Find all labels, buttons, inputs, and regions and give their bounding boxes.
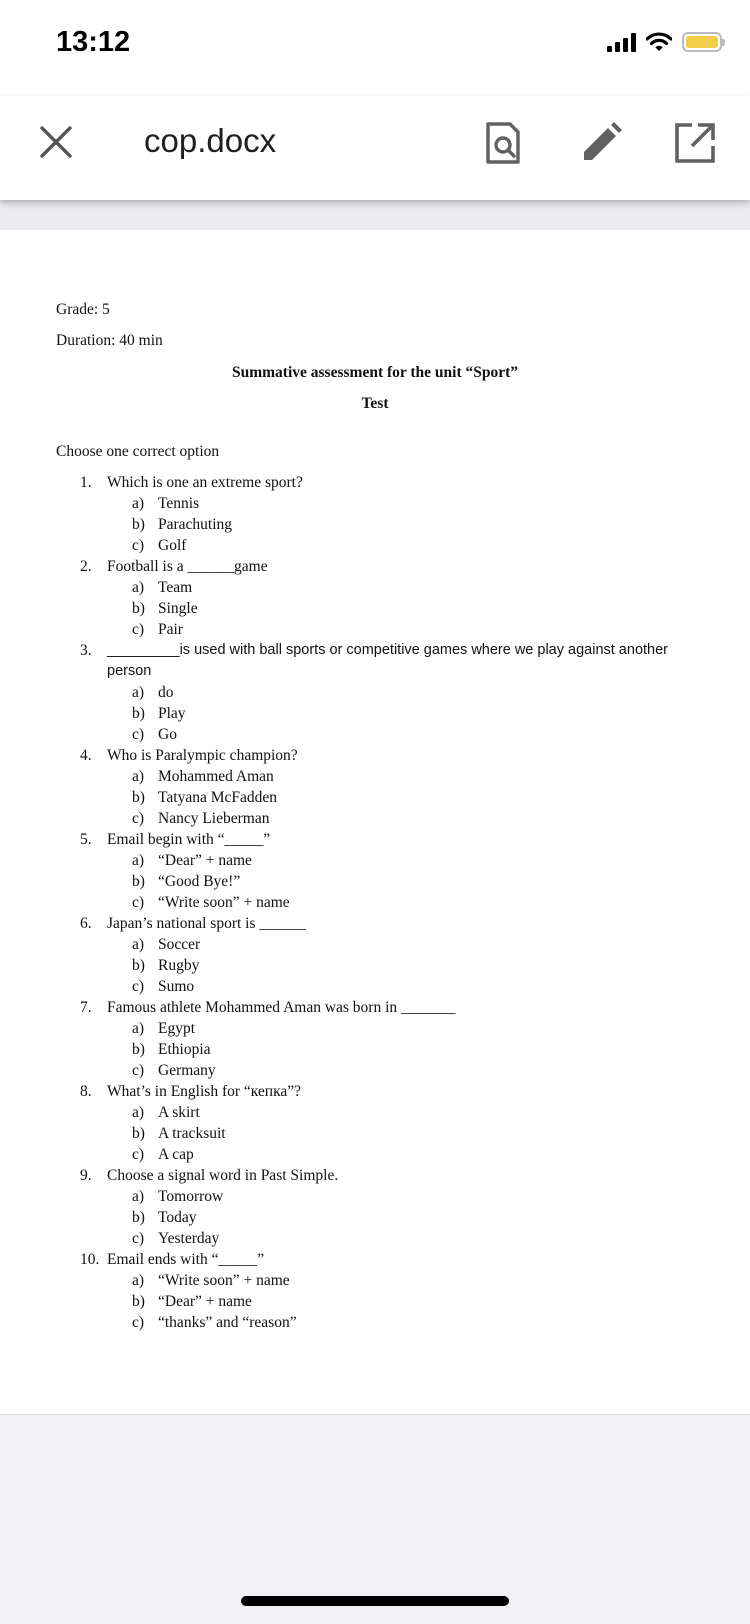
- answer-option: [132, 1228, 730, 1249]
- option-list: [132, 493, 730, 556]
- option-text: Yesterday: [158, 1230, 220, 1247]
- answer-option: [132, 514, 730, 535]
- answer-option: [132, 703, 730, 724]
- option-text: “Dear” + name: [158, 1293, 252, 1310]
- answer-option: [132, 1102, 730, 1123]
- answer-option: [132, 1123, 730, 1144]
- question-item: [80, 472, 730, 556]
- option-list: [132, 1018, 730, 1081]
- open-external-icon[interactable]: [672, 120, 718, 166]
- answer-option: [132, 1060, 730, 1081]
- answer-option: [132, 535, 730, 556]
- question-number: 7.: [80, 999, 92, 1016]
- option-text: “Write soon” + name: [158, 894, 290, 911]
- option-letter: c): [132, 1230, 145, 1247]
- question-text: Famous athlete Mohammed Aman was born in _______: [107, 999, 456, 1016]
- question-item: [80, 556, 730, 640]
- status-time: 13:12: [56, 26, 131, 58]
- question-number: 4.: [80, 747, 92, 764]
- answer-option: [132, 787, 730, 808]
- answer-option: [132, 1039, 730, 1060]
- question-row: [80, 556, 730, 577]
- option-list: [132, 850, 730, 913]
- answer-option: [132, 766, 730, 787]
- answer-option: [132, 682, 730, 703]
- option-letter: b): [132, 873, 145, 890]
- option-text: Pair: [158, 621, 183, 638]
- question-text: Who is Paralympic champion?: [107, 747, 298, 764]
- question-row: [80, 472, 730, 493]
- option-letter: b): [132, 1041, 145, 1058]
- answer-option: [132, 955, 730, 976]
- question-text: _________is used with ball sports or competitive games where we play against another: [107, 642, 668, 658]
- question-row: [80, 745, 730, 766]
- option-text: “thanks” and “reason”: [158, 1314, 297, 1331]
- option-text: Mohammed Aman: [158, 768, 274, 785]
- option-letter: c): [132, 537, 145, 554]
- grade-line: Grade: 5: [56, 301, 110, 318]
- find-in-page-icon[interactable]: [480, 120, 526, 166]
- question-item: [80, 745, 730, 829]
- option-letter: b): [132, 789, 145, 806]
- answer-option: [132, 1312, 730, 1333]
- option-text: Ethiopia: [158, 1041, 211, 1058]
- question-row: [80, 1249, 730, 1270]
- question-text: Japan’s national sport is ______: [107, 915, 306, 932]
- option-letter: b): [132, 516, 145, 533]
- option-text: Golf: [158, 537, 187, 554]
- option-letter: b): [132, 957, 145, 974]
- instruction-text: Choose one correct option: [56, 443, 220, 460]
- home-indicator[interactable]: [241, 1596, 509, 1606]
- question-text-continuation: person: [107, 663, 152, 679]
- question-item: [80, 829, 730, 913]
- answer-option: [132, 577, 730, 598]
- question-row: [80, 913, 730, 934]
- option-letter: a): [132, 1272, 145, 1289]
- answer-option: [132, 976, 730, 997]
- question-number: 6.: [80, 915, 92, 932]
- question-text: Choose a signal word in Past Simple.: [107, 1167, 339, 1184]
- question-item: [80, 1249, 730, 1333]
- answer-option: [132, 1291, 730, 1312]
- status-icons: [607, 32, 722, 52]
- option-list: [132, 1270, 730, 1333]
- option-text: Go: [158, 726, 177, 743]
- option-text: Tatyana McFadden: [158, 789, 277, 806]
- option-letter: c): [132, 1062, 145, 1079]
- option-list: [132, 766, 730, 829]
- question-list: [80, 472, 730, 1333]
- option-text: Rugby: [158, 957, 200, 974]
- option-letter: c): [132, 621, 145, 638]
- option-letter: a): [132, 1104, 145, 1121]
- option-text: Germany: [158, 1062, 216, 1079]
- option-letter: a): [132, 1020, 145, 1037]
- option-letter: a): [132, 768, 145, 785]
- option-letter: c): [132, 726, 145, 743]
- option-letter: b): [132, 600, 145, 617]
- option-text: Single: [158, 600, 198, 617]
- status-bar: [0, 0, 750, 96]
- option-list: [132, 682, 730, 745]
- option-letter: c): [132, 894, 145, 911]
- option-letter: c): [132, 810, 145, 827]
- option-text: Today: [158, 1209, 197, 1226]
- option-letter: b): [132, 1293, 145, 1310]
- answer-option: [132, 1186, 730, 1207]
- option-text: Sumo: [158, 978, 195, 995]
- answer-option: [132, 850, 730, 871]
- question-item: [80, 1165, 730, 1249]
- option-letter: b): [132, 705, 145, 722]
- option-text: Soccer: [158, 936, 201, 953]
- option-letter: c): [132, 978, 145, 995]
- question-item: [80, 1081, 730, 1165]
- question-text: Which is one an extreme sport?: [107, 474, 303, 491]
- option-text: A skirt: [158, 1104, 200, 1121]
- question-row: [80, 640, 730, 661]
- answer-option: [132, 892, 730, 913]
- option-text: Nancy Lieberman: [158, 810, 270, 827]
- answer-option: [132, 871, 730, 892]
- close-icon[interactable]: [34, 120, 78, 164]
- option-letter: a): [132, 852, 145, 869]
- question-row: [80, 1081, 730, 1102]
- document-gap: [0, 200, 750, 230]
- question-number: 9.: [80, 1167, 92, 1184]
- option-list: [132, 934, 730, 997]
- question-number: 3.: [80, 642, 92, 659]
- battery-icon: [682, 32, 722, 52]
- question-item: [80, 913, 730, 997]
- option-letter: b): [132, 1125, 145, 1142]
- answer-option: [132, 808, 730, 829]
- answer-option: [132, 1207, 730, 1228]
- option-list: [132, 577, 730, 640]
- option-text: Egypt: [158, 1020, 196, 1037]
- question-item: [80, 640, 730, 745]
- document-filename: cop.docx: [144, 122, 277, 159]
- option-letter: a): [132, 495, 145, 512]
- option-text: Play: [158, 705, 186, 722]
- option-text: Tennis: [158, 495, 200, 512]
- option-text: do: [158, 684, 174, 701]
- question-text: Football is a ______game: [107, 558, 268, 575]
- battery-level: [686, 36, 718, 48]
- question-number: 10.: [80, 1251, 100, 1268]
- option-letter: a): [132, 684, 145, 701]
- question-item: [80, 997, 730, 1081]
- cellular-signal-icon: [607, 32, 636, 52]
- option-list: [132, 1102, 730, 1165]
- question-row: [80, 997, 730, 1018]
- question-text: What’s in English for “кепка”?: [107, 1083, 302, 1100]
- answer-option: [132, 493, 730, 514]
- answer-option: [132, 1144, 730, 1165]
- option-letter: a): [132, 579, 145, 596]
- question-number: 2.: [80, 558, 92, 575]
- answer-option: [132, 1018, 730, 1039]
- option-letter: c): [132, 1314, 145, 1331]
- question-text: Email ends with “_____”: [107, 1251, 265, 1268]
- option-letter: a): [132, 936, 145, 953]
- document-subtitle: Test: [361, 395, 389, 412]
- question-number: 5.: [80, 831, 92, 848]
- option-list: [132, 1186, 730, 1249]
- option-text: A tracksuit: [158, 1125, 226, 1142]
- question-row: [80, 829, 730, 850]
- option-text: “Write soon” + name: [158, 1272, 290, 1289]
- option-text: Team: [158, 579, 193, 596]
- answer-option: [132, 619, 730, 640]
- option-letter: a): [132, 1188, 145, 1205]
- pencil-edit-icon[interactable]: [578, 120, 624, 166]
- option-letter: c): [132, 1146, 145, 1163]
- question-row: [80, 1165, 730, 1186]
- option-text: Tomorrow: [158, 1188, 224, 1205]
- question-number: 8.: [80, 1083, 92, 1100]
- app-bar: [0, 96, 750, 200]
- answer-option: [132, 724, 730, 745]
- wifi-icon: [646, 32, 672, 52]
- answer-option: [132, 934, 730, 955]
- answer-option: [132, 598, 730, 619]
- option-text: A cap: [158, 1146, 194, 1163]
- option-letter: b): [132, 1209, 145, 1226]
- document-page[interactable]: [0, 230, 750, 1415]
- question-text: Email begin with “_____”: [107, 831, 271, 848]
- answer-option: [132, 1270, 730, 1291]
- duration-line: Duration: 40 min: [56, 332, 163, 349]
- document-title: Summative assessment for the unit “Sport”: [231, 364, 519, 381]
- option-text: Parachuting: [158, 516, 233, 533]
- option-text: “Good Bye!”: [158, 873, 241, 890]
- question-number: 1.: [80, 474, 92, 491]
- option-text: “Dear” + name: [158, 852, 252, 869]
